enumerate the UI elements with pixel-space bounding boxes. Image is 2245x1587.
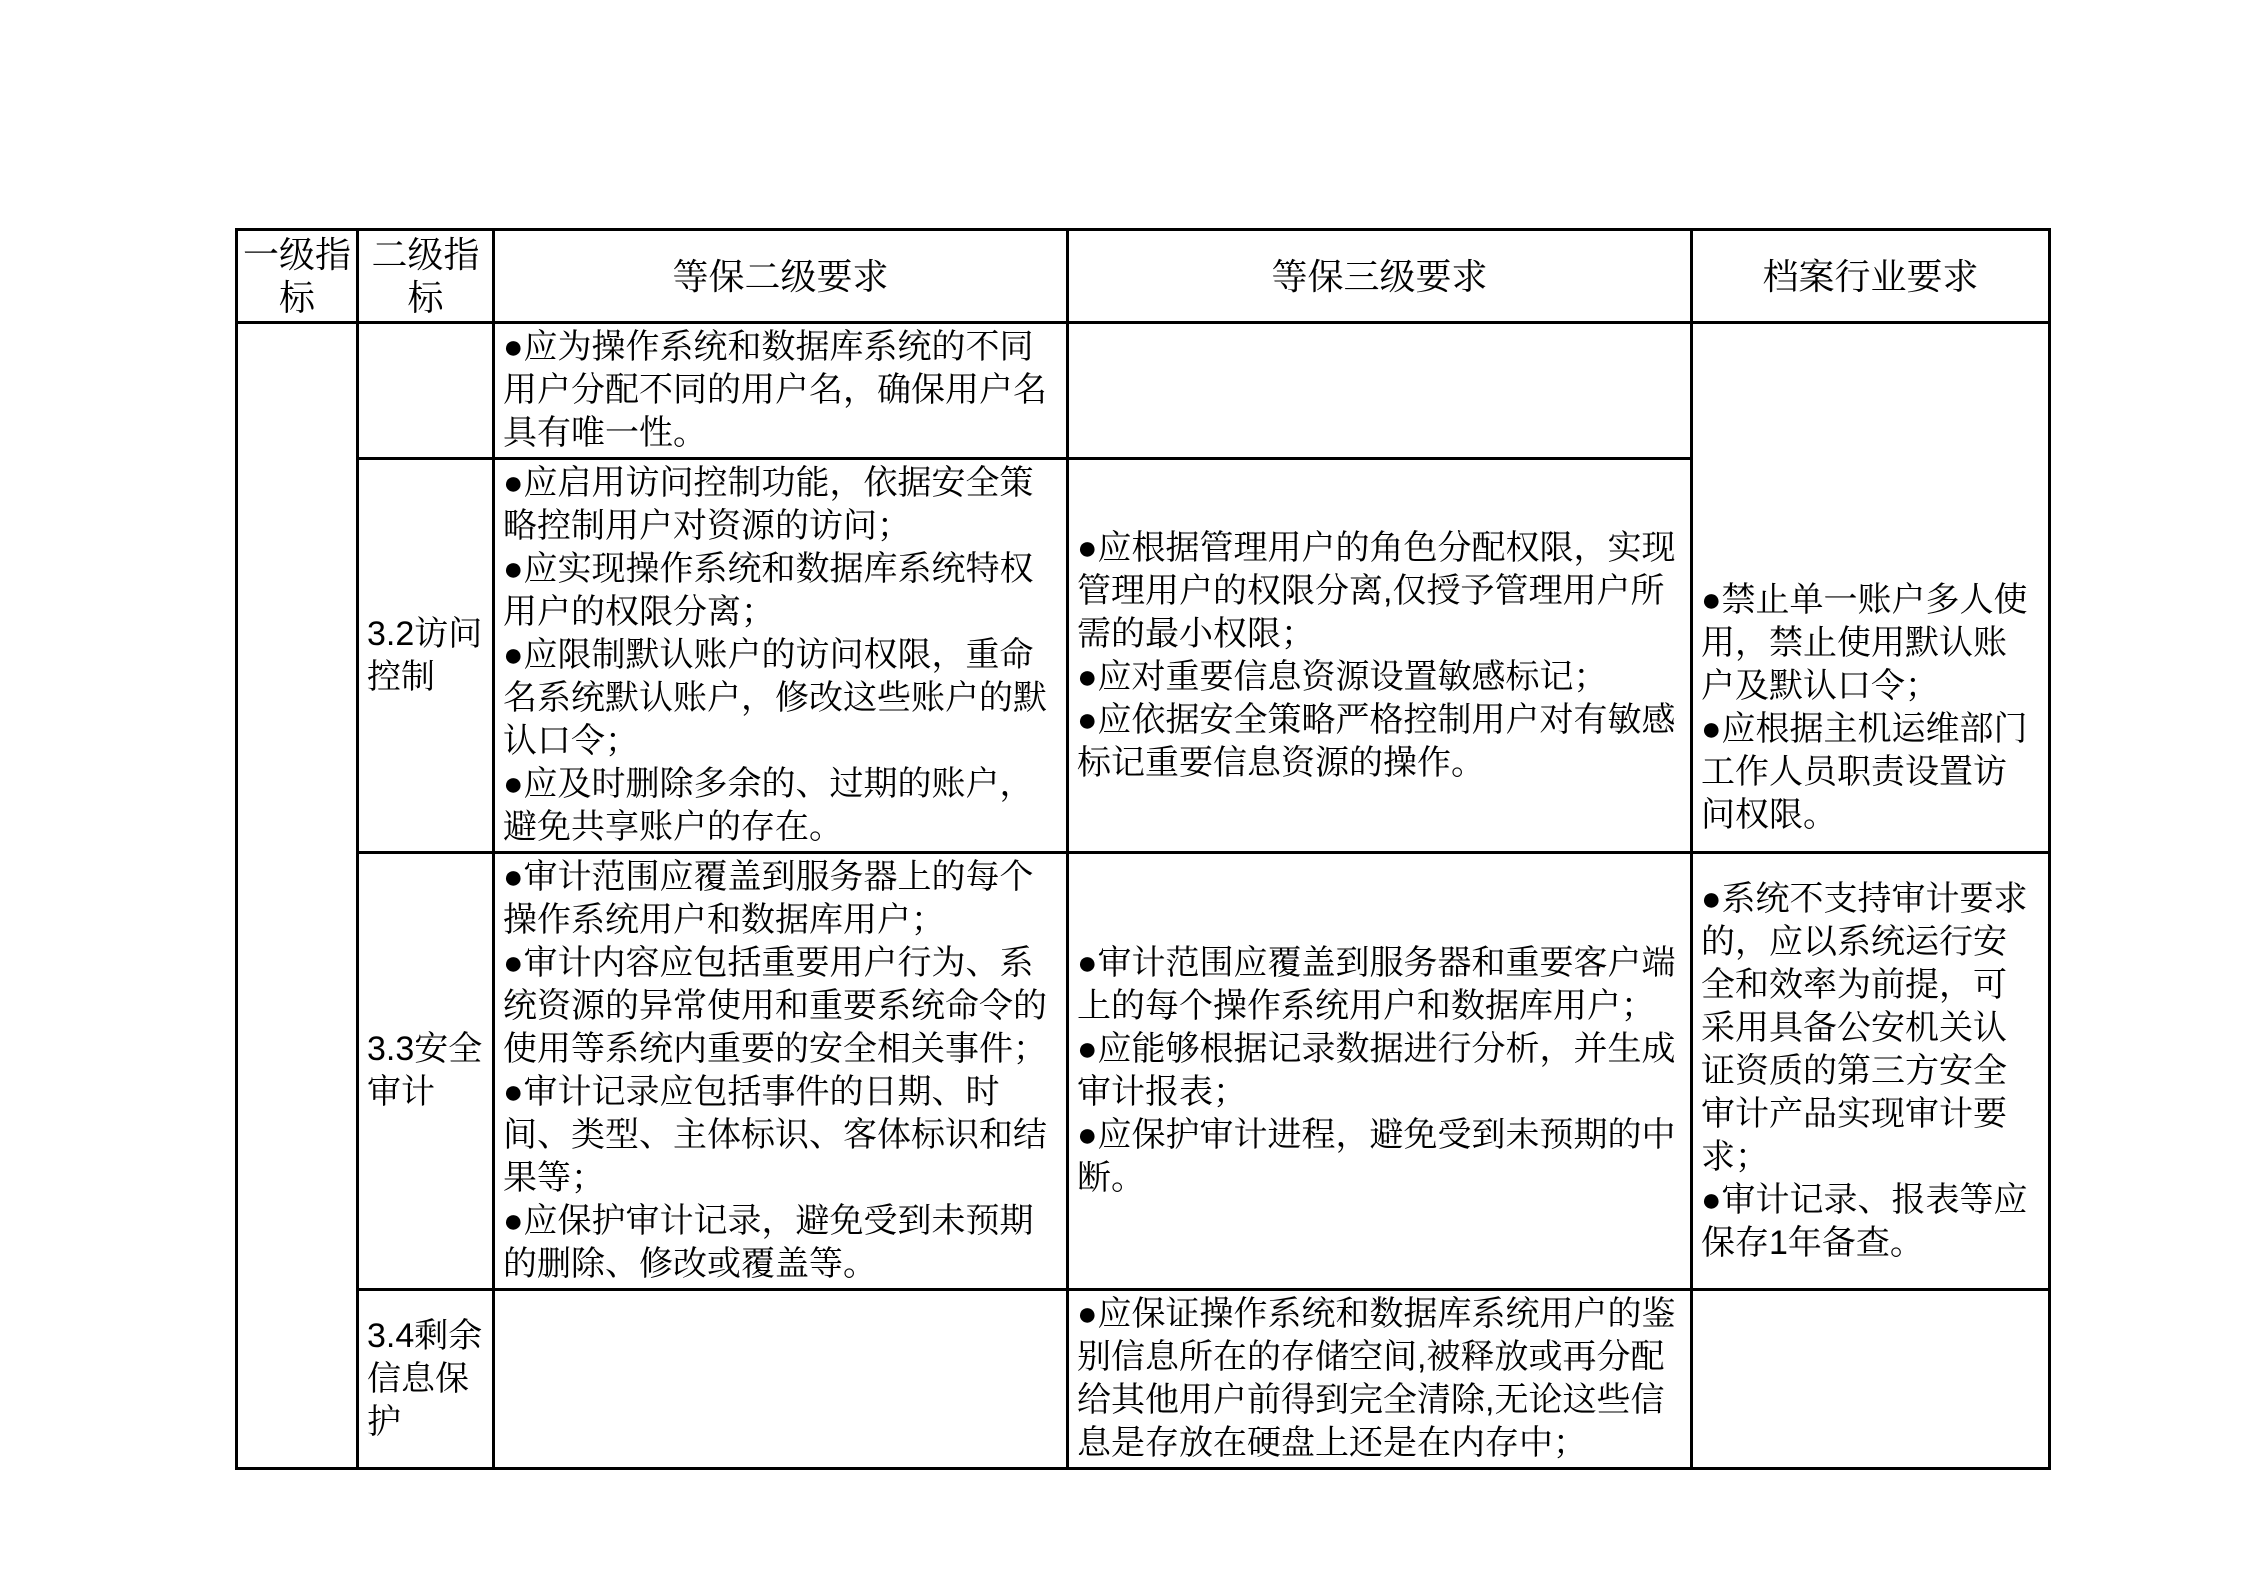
bullet-item: ●审计记录应包括事件的日期、时间、类型、主体标识、客体标识和结果等； — [503, 1073, 1047, 1197]
cell-row3-req2 — [494, 853, 1068, 1290]
bullet-item: ●应根据主机运维部门工作人员职责设置访问权限。 — [1701, 710, 2028, 834]
column-header-req3: 等保三级要求 — [1068, 230, 1692, 323]
bullet-item: ●应及时删除多余的、过期的账户，避免共享账户的存在。 — [503, 765, 1034, 846]
requirements-table — [235, 228, 2051, 1470]
bullet-item: ●审计范围应覆盖到服务器和重要客户端上的每个操作系统用户和数据库用户； — [1077, 944, 1676, 1025]
table-row — [237, 853, 2050, 1290]
bullet-item: ●应能够根据记录数据进行分析，并生成审计报表； — [1077, 1030, 1676, 1111]
bullet-item: ●应启用访问控制功能，依据安全策略控制用户对资源的访问； — [503, 464, 1034, 545]
bullet-item: ●应为操作系统和数据库系统的不同用户分配不同的用户名，确保用户名具有唯一性。 — [503, 328, 1047, 452]
bullet-item: ●审计内容应包括重要用户行为、系统资源的异常使用和重要系统命令的使用等系统内重要的安全相关事件； — [503, 944, 1047, 1068]
bullet-item: ●审计范围应覆盖到服务器上的每个操作系统用户和数据库用户； — [503, 858, 1034, 939]
cell-row2-req3 — [1068, 459, 1692, 853]
column-header-level1: 一级指标 — [237, 230, 358, 323]
bullet-item: ●应依据安全策略严格控制用户对有敏感标记重要信息资源的操作。 — [1077, 700, 1676, 782]
cell-level1-merged — [237, 323, 358, 1469]
bullet-item: ●禁止单一账户多人使用，禁止使用默认账户及默认口令； — [1701, 581, 2028, 705]
bullet-item: ●应保证操作系统和数据库系统用户的鉴别信息所在的存储空间,被释放或再分配给其他用户前得到完全清除,无论这些信息是存放在硬盘上还是在内存中； — [1077, 1295, 1676, 1462]
cell-row4-archive — [1692, 1290, 2050, 1469]
header-row — [237, 230, 2050, 323]
bullet-item: ●审计记录、报表等应保存1年备查。 — [1701, 1180, 2028, 1262]
bullet-item: ●系统不支持审计要求的，应以系统运行安全和效率为前提，可采用具备公安机关认证资质的第三方安全审计产品实现审计要求； — [1701, 879, 2028, 1176]
column-header-req2: 等保二级要求 — [494, 230, 1068, 323]
cell-row4-req3 — [1068, 1290, 1692, 1469]
bullet-item: ●应实现操作系统和数据库系统特权用户的权限分离； — [503, 550, 1034, 631]
cell-row4-level2: 3.4剩余信息保护 — [358, 1290, 494, 1469]
column-header-level2: 二级指标 — [358, 230, 494, 323]
cell-row1-level2 — [358, 323, 494, 459]
cell-row3-level2: 3.3安全审计 — [358, 853, 494, 1290]
bullet-item: ●应保护审计记录，避免受到未预期的删除、修改或覆盖等。 — [503, 1202, 1034, 1283]
table-row — [237, 1290, 2050, 1469]
bullet-item: ●应限制默认账户的访问权限，重命名系统默认账户，修改这些账户的默认口令； — [503, 636, 1047, 760]
bullet-item: ●应根据管理用户的角色分配权限，实现管理用户的权限分离,仅授予管理用户所需的最小权限； — [1077, 528, 1676, 653]
cell-row3-archive — [1692, 853, 2050, 1290]
cell-row2-level2: 3.2访问控制 — [358, 459, 494, 853]
cell-row1-req3 — [1068, 323, 1692, 459]
cell-row3-req3 — [1068, 853, 1692, 1290]
bullet-item: ●应对重要信息资源设置敏感标记； — [1077, 657, 1608, 696]
bullet-item: ●应保护审计进程，避免受到未预期的中断。 — [1077, 1116, 1676, 1197]
requirements-table-container — [235, 228, 2048, 1470]
cell-row1-req2 — [494, 323, 1068, 459]
cell-row1-2-archive-merged — [1692, 323, 2050, 853]
column-header-archive: 档案行业要求 — [1692, 230, 2050, 323]
cell-row2-req2 — [494, 459, 1068, 853]
table-row — [237, 323, 2050, 459]
cell-row4-req2 — [494, 1290, 1068, 1469]
